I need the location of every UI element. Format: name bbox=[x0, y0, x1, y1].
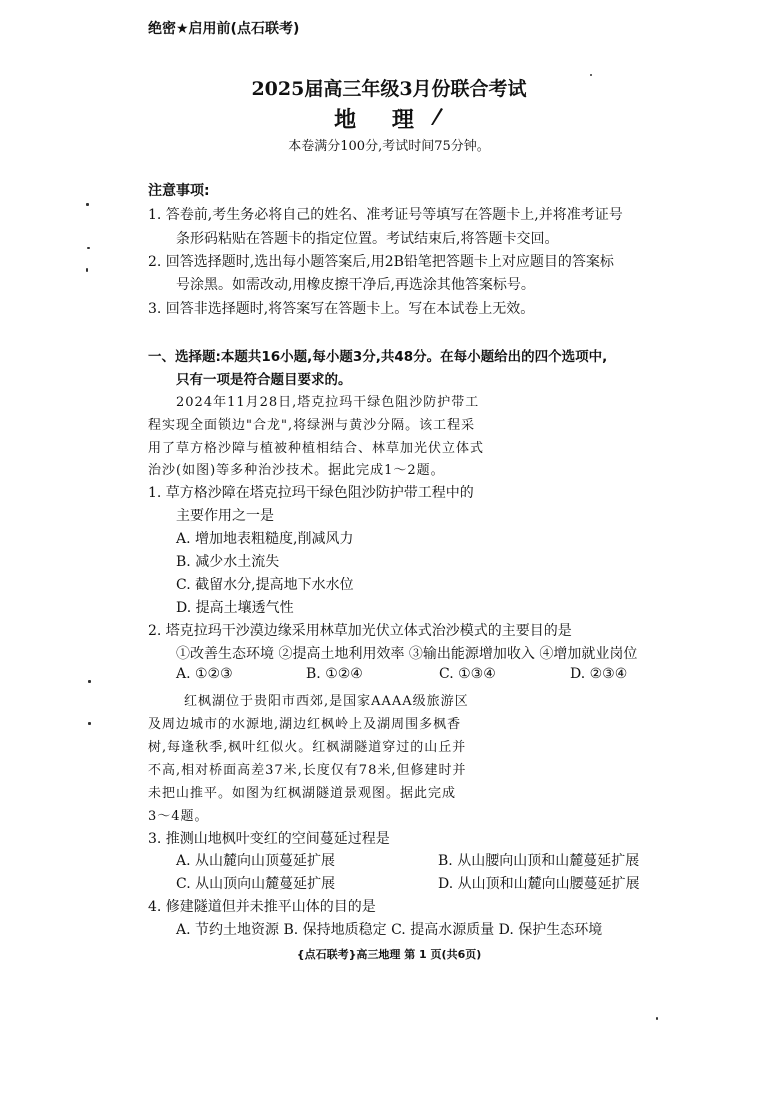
scan-speck bbox=[87, 247, 90, 249]
question-3-option-c: C. 从山顶向山麓蔓延扩展 bbox=[176, 876, 336, 892]
question-1-option-d: D. 提高土壤透气性 bbox=[176, 600, 294, 616]
question-2-stem: 2. 塔克拉玛干沙漠边缘采用林草加光伏立体式治沙模式的主要目的是 bbox=[148, 623, 572, 639]
notice-line: 3. 回答非选择题时,将答案写在答题卡上。写在本试卷上无效。 bbox=[148, 301, 535, 317]
passage-line: 及周边城市的水源地,湖边红枫岭上及湖周围多枫香 bbox=[148, 717, 462, 732]
question-2-option-c: C. ①③④ bbox=[439, 666, 496, 682]
question-2-choices: ①改善生态环境 ②提高土地利用效率 ③输出能源增加收入 ④增加就业岗位 bbox=[176, 646, 638, 662]
question-3-option-b: B. 从山腰向山顶和山麓蔓延扩展 bbox=[438, 853, 640, 869]
passage-line: 树,每逢秋季,枫叶红似火。红枫湖隧道穿过的山丘并 bbox=[148, 740, 467, 755]
passage-line: 不高,相对桥面高差37米,长度仅有78米,但修建时并 bbox=[148, 763, 467, 778]
pen-mark-icon bbox=[428, 107, 444, 133]
section-heading-cont: 只有一项是符合题目要求的。 bbox=[176, 372, 352, 388]
section-heading: 一、选择题:本题共16小题,每小题3分,共48分。在每小题给出的四个选项中, bbox=[148, 349, 608, 365]
question-1-option-c: C. 截留水分,提高地下水水位 bbox=[176, 577, 354, 593]
question-1-stem-cont: 主要作用之一是 bbox=[176, 508, 274, 524]
notice-line: 条形码粘贴在答题卡的指定位置。考试结束后,将答题卡交回。 bbox=[176, 231, 559, 247]
exam-title: 2025届高三年级3月份联合考试 bbox=[251, 78, 527, 100]
question-3-option-d: D. 从山顶和山麓向山腰蔓延扩展 bbox=[438, 876, 640, 892]
exam-subject bbox=[0, 103, 778, 134]
question-2-option-a: A. ①②③ bbox=[176, 666, 233, 682]
subject-text: 地 理 bbox=[334, 107, 428, 133]
scan-speck bbox=[86, 203, 89, 206]
page-footer: {点石联考}高三地理 第 1 页(共6页) bbox=[296, 948, 482, 961]
passage-line: 治沙(如图)等多种治沙技术。据此完成1～2题。 bbox=[148, 463, 445, 478]
notice-line: 2. 回答选择题时,选出每小题答案后,用2B铅笔把答题卡上对应题目的答案标 bbox=[148, 254, 614, 270]
notice-line: 1. 答卷前,考生务必将自己的姓名、准考证号等填写在答题卡上,并将准考证号 bbox=[148, 207, 623, 223]
question-2-option-d: D. ②③④ bbox=[570, 666, 628, 682]
exam-info: 本卷满分100分,考试时间75分钟。 bbox=[288, 139, 490, 154]
question-4-options: A. 节约土地资源 B. 保持地质稳定 C. 提高水源质量 D. 保护生态环境 bbox=[176, 922, 603, 938]
question-1-stem: 1. 草方格沙障在塔克拉玛干绿色阻沙防护带工程中的 bbox=[148, 485, 474, 501]
question-2-option-b: B. ①②④ bbox=[306, 666, 363, 682]
scan-speck bbox=[88, 680, 91, 683]
passage-line: 2024年11月28日,塔克拉玛干绿色阻沙防护带工 bbox=[176, 395, 480, 410]
scan-speck bbox=[590, 74, 592, 76]
scan-speck bbox=[656, 1017, 658, 1020]
passage-line: 用了草方格沙障与植被种植相结合、林草加光伏立体式 bbox=[148, 441, 485, 456]
passage-line: 红枫湖位于贵阳市西郊,是国家AAAA级旅游区 bbox=[184, 694, 469, 709]
scan-speck bbox=[86, 268, 88, 272]
question-1-option-b: B. 减少水土流失 bbox=[176, 554, 280, 570]
confidential-header: 绝密★启用前(点石联考) bbox=[148, 21, 300, 37]
scan-speck bbox=[88, 722, 91, 725]
question-1-option-a: A. 增加地表粗糙度,削减风力 bbox=[176, 531, 354, 547]
passage-line: 3～4题。 bbox=[148, 809, 209, 824]
question-3-option-a: A. 从山麓向山顶蔓延扩展 bbox=[176, 853, 336, 869]
question-4-stem: 4. 修建隧道但并未推平山体的目的是 bbox=[148, 899, 376, 915]
notice-heading: 注意事项: bbox=[148, 183, 210, 199]
question-3-stem: 3. 推测山地枫叶变红的空间蔓延过程是 bbox=[148, 831, 390, 847]
passage-line: 未把山推平。如图为红枫湖隧道景观图。据此完成 bbox=[148, 786, 457, 801]
notice-line: 号涂黑。如需改动,用橡皮擦干净后,再选涂其他答案标号。 bbox=[176, 277, 535, 293]
passage-line: 程实现全面锁边"合龙",将绿洲与黄沙分隔。该工程采 bbox=[148, 418, 476, 433]
